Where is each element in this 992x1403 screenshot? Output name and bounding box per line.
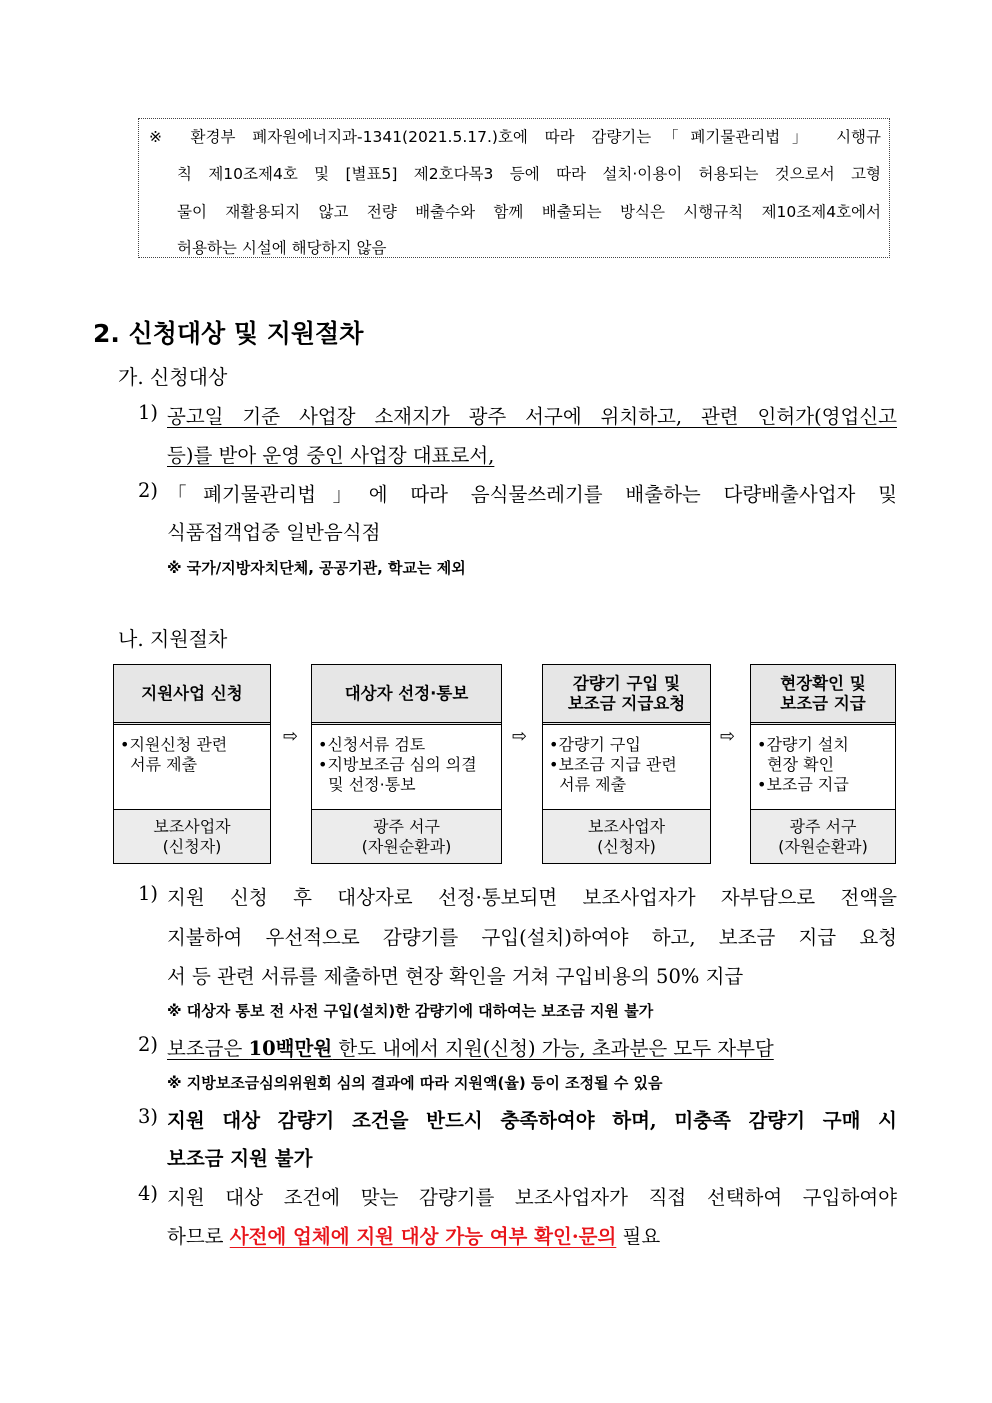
arrow-icon: ⇨ [720, 726, 736, 747]
step-1-actor [114, 809, 270, 863]
step-3-title: 감량기 구입 및 보조금 지급요청 [543, 665, 710, 725]
step-2-body: •신청서류 검토 •지방보조금 심의 의결 및 선정·통보 [318, 735, 477, 794]
b-item-3-num: 3) [138, 1105, 159, 1128]
b-item-2-note: ※ 지방보조금심의위원회 심의 결과에 따라 지원액(율) 등이 조정될 수 있음 [167, 1074, 663, 1092]
b-item-2-num: 2) [138, 1033, 159, 1056]
step-4-title: 현장확인 및 보조금 지급 [751, 665, 895, 725]
b-item-2-line [167, 1033, 774, 1061]
a-exclusion-note: ※ 국가/지방자치단체, 공공기관, 학교는 제외 [167, 559, 466, 577]
b-item-3-line-2: 보조금 지원 불가 [167, 1147, 313, 1170]
b-item-4-text-a: 하므로 [167, 1225, 230, 1248]
b-item-4-line-1: 지원 대상 조건에 맞는 감량기를 보조사업자가 직접 선택하여 구입하여야 [167, 1186, 897, 1209]
notice-line-2: 칙 제10조제4호 및 [별표5] 제2호다목3 등에 따라 설치·이용이 허용되는 것으로서 고형 [177, 165, 881, 183]
step-2-actor-role: (자원순환과) [361, 836, 452, 856]
b-item-1-num: 1) [138, 882, 159, 905]
step-2-title: 대상자 선정·통보 [312, 665, 501, 725]
notice-line-1: ※ 환경부 폐자원에너지과-1341(2021.5.17.)호에 따라 감량기는「폐기물관리법」 시행규 [149, 128, 881, 146]
notice-box [138, 118, 890, 258]
step-4-actor [751, 809, 895, 863]
a-item-2-num: 2) [138, 479, 159, 502]
step-2-actor-name: 광주 서구 [373, 816, 440, 836]
step-1-actor-name: 보조사업자 [153, 816, 231, 836]
process-step-4 [750, 664, 896, 864]
step-4-body: •감량기 설치 현장 확인 •보조금 지급 [757, 735, 849, 794]
a-item-1-line-1: 공고일 기준 사업장 소재지가 광주 서구에 위치하고, 관련 인허가(영업신고 [167, 405, 897, 428]
process-step-3 [542, 664, 711, 864]
b-item-1-line-3: 서 등 관련 서류를 제출하면 현장 확인을 거쳐 구입비용의 50% 지급 [167, 965, 744, 988]
notice-line-3: 물이 재활용되지 않고 전량 배출수와 함께 배출되는 방식은 시행규칙 제10조제4호에서 [177, 203, 881, 221]
subsection-a-title: 가. 신청대상 [118, 365, 228, 389]
step-4-actor-name: 광주 서구 [789, 816, 857, 836]
arrow-icon: ⇨ [283, 726, 299, 747]
process-step-2 [311, 664, 502, 864]
step-3-actor-role: (신청자) [597, 836, 656, 856]
step-1-title: 지원사업 신청 [114, 665, 270, 725]
b-item-2-text-a: 보조금은 [167, 1037, 249, 1060]
b-item-4-num: 4) [138, 1182, 159, 1205]
b-item-4-highlight: 사전에 업체에 지원 대상 가능 여부 확인·문의 [229, 1225, 617, 1248]
b-item-1-line-2: 지불하여 우선적으로 감량기를 구입(설치)하여야 하고, 보조금 지급 요청 [167, 926, 897, 949]
b-item-4-line-2 [167, 1221, 660, 1249]
step-1-actor-role: (신청자) [162, 836, 222, 856]
b-item-1-note: ※ 대상자 통보 전 사전 구입(설치)한 감량기에 대하여는 보조금 지원 불가 [167, 1002, 654, 1020]
a-item-2-line-1: 「폐기물관리법」에 따라 음식물쓰레기를 배출하는 다량배출사업자 및 [167, 483, 897, 506]
a-item-1-num: 1) [138, 401, 159, 424]
notice-line-4: 허용하는 시설에 해당하지 않음 [177, 239, 387, 257]
b-item-2-text-c: 한도 내에서 지원(신청) 가능, 초과분은 모두 자부담 [332, 1037, 774, 1060]
step-2-actor [312, 809, 501, 863]
a-item-2-line-2: 식품접객업중 일반음식점 [167, 521, 381, 544]
b-item-3-line-1: 지원 대상 감량기 조건을 반드시 충족하여야 하며, 미충족 감량기 구매 시 [167, 1109, 897, 1132]
b-item-4-text-c: 필요 [616, 1225, 661, 1248]
process-step-1 [113, 664, 271, 864]
a-item-1-line-2: 등)를 받아 운영 중인 사업장 대표로서, [167, 444, 495, 467]
b-item-2-amount: 10백만원 [248, 1037, 333, 1060]
step-3-actor [543, 809, 710, 863]
step-3-actor-name: 보조사업자 [587, 816, 666, 836]
step-4-actor-role: (자원순환과) [778, 836, 868, 856]
section-title: 2. 신청대상 및 지원절차 [93, 319, 364, 348]
step-1-body: •지원신청 관련 서류 제출 [120, 735, 228, 774]
arrow-icon: ⇨ [512, 726, 528, 747]
b-item-1-line-1: 지원 신청 후 대상자로 선정·통보되면 보조사업자가 자부담으로 전액을 [167, 886, 897, 909]
subsection-b-title: 나. 지원절차 [118, 627, 228, 651]
step-3-body: •감량기 구입 •보조금 지급 관련 서류 제출 [549, 735, 677, 794]
